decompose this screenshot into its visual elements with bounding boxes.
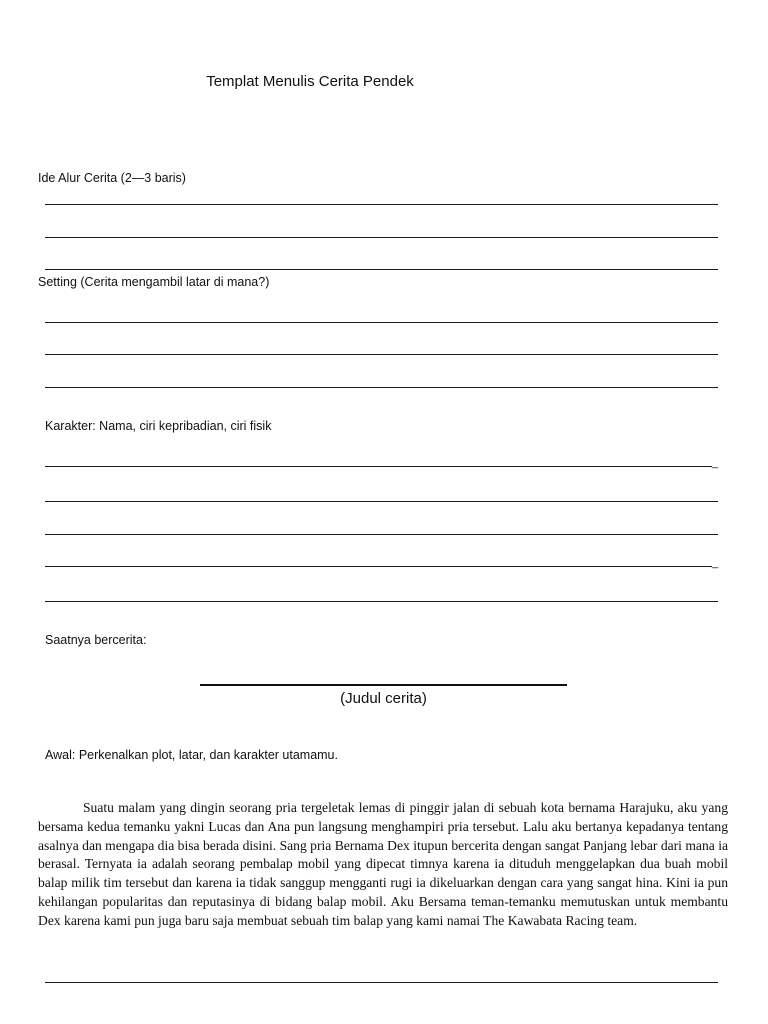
character-writing-line[interactable] <box>45 534 718 535</box>
plot-writing-line[interactable] <box>45 269 718 270</box>
plot-writing-line[interactable] <box>45 237 718 238</box>
plot-writing-line[interactable] <box>45 204 718 205</box>
page-title: Templat Menulis Cerita Pendek <box>206 73 414 90</box>
character-writing-line[interactable] <box>45 566 712 567</box>
story-writing-line[interactable] <box>45 982 718 983</box>
opening-label: Awal: Perkenalkan plot, latar, dan karakter utamamu. <box>45 748 338 762</box>
story-title-line[interactable] <box>200 684 567 686</box>
plot-idea-label: Ide Alur Cerita (2—3 baris) <box>38 171 186 185</box>
character-label: Karakter: Nama, ciri kepribadian, ciri fisik <box>45 419 272 433</box>
story-intro-label: Saatnya bercerita: <box>45 633 147 647</box>
setting-label: Setting (Cerita mengambil latar di mana?) <box>38 275 270 289</box>
character-writing-line[interactable] <box>45 601 718 602</box>
character-writing-line[interactable] <box>45 501 718 502</box>
setting-writing-line[interactable] <box>45 354 718 355</box>
story-title-caption: (Judul cerita) <box>340 690 427 707</box>
setting-writing-line[interactable] <box>45 387 718 388</box>
story-opening-paragraph: Suatu malam yang dingin seorang pria tergeletak lemas di pinggir jalan di sebuah kota bernama Harajuku, aku yang bersama kedua temanku yakni Lucas dan Ana pun langsung menghampiri pria tersebut. Lalu aku bertanya kepadanya tentang asalnya dan mengapa dia bisa berada disini. Sang pria Bernama Dex itupun bercerita dengan sangat Panjang lebar dari mana ia berasal. Ternyata ia adalah seorang pembalap mobil yang dipecat timnya karena ia dituduh menggelapkan dua buah mobil balap milik tim tersebut dan karena ia tidak sanggup mengganti rugi ia dikeluarkan dengan cara yang sangat hina. Kini ia pun kehilangan popularitas dan reputasinya di bidang balap mobil. Aku Bersama teman-temanku memutuskan untuk membantu Dex karena kami pun juga baru saja membuat sebuah tim balap yang kami namai The Kawabata Racing team. <box>38 800 729 928</box>
line-end-mark: _ <box>712 457 719 469</box>
line-end-mark: _ <box>712 557 719 569</box>
setting-writing-line[interactable] <box>45 322 718 323</box>
character-writing-line[interactable] <box>45 466 712 467</box>
